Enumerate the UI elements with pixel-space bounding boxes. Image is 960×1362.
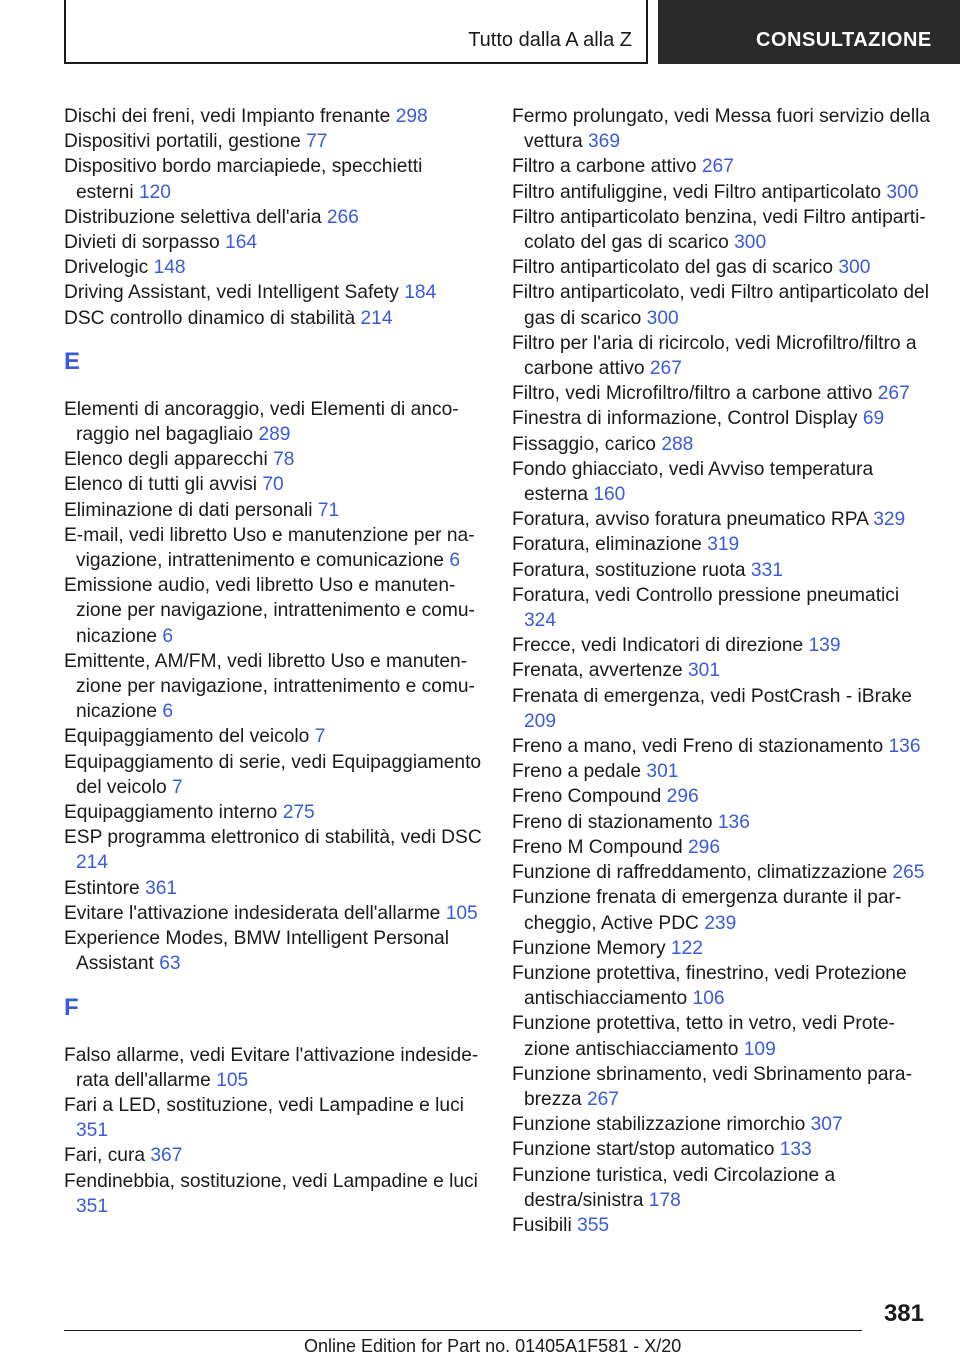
index-entry bbox=[64, 649, 484, 725]
index-entry-text: Freno M Compound bbox=[512, 836, 683, 858]
index-entry-text: Filtro per l'aria di ricircolo, vedi Microfiltro/filtro a carbone attivo bbox=[512, 332, 917, 380]
index-entry-text: Freno Compound bbox=[512, 786, 662, 808]
index-entry bbox=[512, 810, 932, 835]
index-page-link[interactable]: 133 bbox=[779, 1139, 812, 1161]
index-entry bbox=[64, 104, 484, 129]
index-page-link[interactable]: 184 bbox=[404, 282, 437, 304]
index-entry bbox=[64, 1143, 484, 1168]
index-entry bbox=[512, 507, 932, 532]
index-page-link[interactable]: 329 bbox=[873, 509, 906, 531]
index-entry-text: Dispositivo bordo marciapiede, specchietti esterni bbox=[64, 156, 423, 203]
index-entry bbox=[512, 532, 932, 557]
index-entry-text: Foratura, vedi Controllo pressione pneumatici bbox=[512, 584, 900, 606]
index-entry bbox=[512, 558, 932, 583]
index-entry bbox=[512, 1213, 932, 1238]
index-page-link[interactable]: 301 bbox=[646, 761, 679, 783]
index-entry bbox=[64, 901, 484, 926]
index-page-link[interactable]: 71 bbox=[317, 499, 340, 521]
index-page-link[interactable]: 355 bbox=[577, 1214, 610, 1236]
index-entry bbox=[512, 331, 932, 381]
index-page-link[interactable]: 267 bbox=[701, 156, 734, 178]
index-entry-text: Finestra di informazione, Control Display bbox=[512, 408, 858, 430]
index-entry-text: Experience Modes, BMW Intelligent Personal Assistant bbox=[64, 928, 449, 975]
index-page-link[interactable]: 6 bbox=[162, 701, 174, 723]
index-page-link[interactable]: 136 bbox=[888, 736, 921, 758]
index-entry-text: Divieti di sorpasso bbox=[64, 232, 220, 254]
index-letter-heading: E bbox=[64, 347, 81, 375]
index-page-link[interactable]: 106 bbox=[692, 988, 725, 1010]
index-page-link[interactable]: 214 bbox=[360, 307, 393, 329]
index-page-link[interactable]: 77 bbox=[306, 131, 328, 153]
index-page-link[interactable]: 63 bbox=[159, 953, 181, 975]
index-entry-text: Elenco di tutti gli avvisi bbox=[64, 474, 258, 496]
index-page-link[interactable]: 324 bbox=[524, 610, 557, 632]
index-entry bbox=[512, 432, 932, 457]
index-entry bbox=[64, 523, 484, 573]
index-page-link[interactable]: 267 bbox=[877, 383, 910, 405]
index-entry bbox=[64, 1043, 484, 1093]
index-entry-text: Funzione di raffreddamento, climatizzazione bbox=[512, 862, 888, 884]
index-entry bbox=[64, 876, 484, 901]
index-entry-text: Foratura, avviso foratura pneumatico RPA bbox=[512, 509, 868, 531]
index-page-link[interactable]: 275 bbox=[282, 802, 315, 824]
index-entry bbox=[512, 1011, 932, 1061]
index-page-link[interactable]: 301 bbox=[688, 660, 721, 682]
index-entry bbox=[512, 104, 932, 154]
index-entry-text: Freno a mano, vedi Freno di stazionamento bbox=[512, 736, 884, 758]
index-entry-text: Distribuzione selettiva dell'aria bbox=[64, 206, 322, 228]
index-page-link[interactable]: 105 bbox=[216, 1069, 249, 1091]
index-entry-text: Funzione frenata di emergenza durante il parcheggio, Active PDC bbox=[512, 887, 902, 934]
index-page-link[interactable]: 136 bbox=[717, 811, 750, 833]
index-entry-text: Dispositivi portatili, gestione bbox=[64, 131, 301, 153]
index-page-link[interactable]: 139 bbox=[808, 635, 841, 657]
index-page-link[interactable]: 307 bbox=[810, 1114, 843, 1136]
index-page-link[interactable]: 351 bbox=[76, 1195, 109, 1217]
index-entry bbox=[512, 1163, 932, 1213]
index-entry-text: Funzione turistica, vedi Circolazione a destra/sinistra bbox=[512, 1164, 836, 1211]
index-entry-text: Driving Assistant, vedi Intelligent Safety bbox=[64, 282, 399, 304]
index-page-link[interactable]: 105 bbox=[445, 902, 478, 924]
index-entry bbox=[512, 936, 932, 961]
index-entry-text: Eliminazione di dati personali bbox=[64, 499, 313, 521]
section-tab bbox=[658, 0, 960, 64]
index-page-link[interactable]: 367 bbox=[150, 1145, 183, 1167]
index-entry-text: Emittente, AM/FM, vedi libretto Uso e manutenzione per navigazione, intrattenimento e comunicazione bbox=[64, 650, 475, 723]
index-entry-text: Fissaggio, carico bbox=[512, 433, 656, 455]
index-entry-text: Funzione protettiva, finestrino, vedi Protezione antischiacciamento bbox=[512, 962, 907, 1010]
index-entry-text: Funzione Memory bbox=[512, 937, 666, 959]
index-entry bbox=[512, 180, 932, 205]
index-page-link[interactable]: 369 bbox=[588, 131, 621, 153]
index-page-link[interactable]: 288 bbox=[661, 433, 694, 455]
index-entry-text: Fari, cura bbox=[64, 1145, 146, 1167]
index-entry-text: Elenco degli apparecchi bbox=[64, 449, 268, 471]
index-entry bbox=[512, 1062, 932, 1112]
index-entry-text: Fermo prolungato, vedi Messa fuori servizio della vettura bbox=[512, 106, 931, 153]
index-entry bbox=[512, 406, 932, 431]
index-page-link[interactable]: 296 bbox=[666, 786, 699, 808]
index-entry bbox=[512, 280, 932, 330]
index-entry bbox=[512, 1112, 932, 1137]
index-entry bbox=[512, 154, 932, 179]
index-entry-text: Funzione stabilizzazione rimorchio bbox=[512, 1114, 806, 1136]
section-label: CONSULTAZIONE bbox=[756, 29, 932, 51]
index-page-link[interactable]: 120 bbox=[138, 181, 171, 203]
index-entry bbox=[64, 154, 484, 204]
index-entry bbox=[512, 835, 932, 860]
index-page-link[interactable]: 69 bbox=[862, 408, 885, 430]
index-entry-text: Frenata, avvertenze bbox=[512, 660, 683, 682]
index-page-link[interactable]: 164 bbox=[225, 232, 258, 254]
index-page-link[interactable]: 6 bbox=[449, 550, 460, 572]
index-page-link[interactable]: 122 bbox=[670, 937, 703, 959]
header-title-box bbox=[64, 0, 648, 64]
index-entry-text: Freno a pedale bbox=[512, 761, 642, 783]
index-entry bbox=[64, 724, 484, 749]
index-page-link[interactable]: 267 bbox=[649, 358, 682, 380]
index-entry-text: Filtro a carbone attivo bbox=[512, 156, 697, 178]
index-page-link[interactable]: 300 bbox=[734, 232, 767, 254]
index-page-link[interactable]: 70 bbox=[262, 474, 284, 496]
index-entry-text: Foratura, sostituzione ruota bbox=[512, 559, 746, 581]
index-entry-text: Fondo ghiacciato, vedi Avviso temperatura esterna bbox=[512, 458, 874, 506]
index-page-link[interactable]: 160 bbox=[593, 484, 626, 506]
index-page-link[interactable]: 6 bbox=[162, 625, 174, 647]
index-entry-text: ESP programma elettronico di stabilità, vedi DSC bbox=[64, 827, 482, 849]
index-page-link[interactable]: 267 bbox=[586, 1088, 619, 1110]
index-entry-text: Equipaggiamento interno bbox=[64, 802, 278, 824]
index-page-link[interactable]: 7 bbox=[172, 776, 183, 798]
index-page-link[interactable]: 78 bbox=[273, 449, 295, 471]
index-entry bbox=[512, 734, 932, 759]
index-entry-text: Fusibili bbox=[512, 1214, 572, 1236]
index-entry bbox=[512, 255, 932, 280]
index-entry bbox=[64, 397, 484, 447]
index-entry-text: Funzione sbrinamento, vedi Sbrinamento parabrezza bbox=[512, 1063, 912, 1110]
index-page-link[interactable]: 7 bbox=[314, 726, 326, 748]
index-entry bbox=[64, 750, 484, 800]
index-entry bbox=[64, 447, 484, 472]
index-page-link[interactable]: 209 bbox=[524, 710, 557, 732]
index-entry-text: Filtro antiparticolato, vedi Filtro antiparticolato del gas di scarico bbox=[512, 282, 929, 329]
index-page-link[interactable]: 265 bbox=[892, 862, 925, 884]
index-entry-text: DSC controllo dinamico di stabilità bbox=[64, 307, 356, 329]
index-entry-text: Drivelogic bbox=[64, 257, 149, 279]
index-entry bbox=[64, 825, 484, 875]
index-entry-text: Dischi dei freni, vedi Impianto frenante bbox=[64, 106, 391, 127]
index-page-link[interactable]: 214 bbox=[76, 852, 109, 874]
index-entry-text: Fendinebbia, sostituzione, vedi Lampadine e luci bbox=[64, 1170, 478, 1192]
index-entry bbox=[64, 1093, 484, 1143]
index-entry bbox=[512, 961, 932, 1011]
index-page-link[interactable]: 361 bbox=[145, 877, 178, 899]
index-page-link[interactable]: 300 bbox=[646, 307, 679, 329]
index-entry bbox=[64, 800, 484, 825]
index-entry bbox=[512, 658, 932, 683]
index-entry bbox=[64, 255, 484, 280]
index-page-link[interactable]: 289 bbox=[258, 424, 291, 446]
index-entry-text: Emissione audio, vedi libretto Uso e manutenzione per navigazione, intrattenimento e comunicazione bbox=[64, 575, 475, 647]
index-page-link[interactable]: 300 bbox=[838, 257, 871, 279]
index-entry-text: Fari a LED, sostituzione, vedi Lampadine e luci bbox=[64, 1094, 464, 1116]
index-entry-text: Freno di stazionamento bbox=[512, 811, 713, 833]
index-entry-text: Frecce, vedi Indicatori di direzione bbox=[512, 635, 804, 657]
index-entry bbox=[64, 573, 484, 649]
index-entry-text: Falso allarme, vedi Evitare l'attivazione indesiderata dell'allarme bbox=[64, 1044, 479, 1091]
index-entry bbox=[64, 1169, 484, 1219]
index-entry-text: Filtro antiparticolato benzina, vedi Filtro antiparticolato del gas di scarico bbox=[512, 206, 926, 254]
index-entry-text: E-mail, vedi libretto Uso e manutenzione per navigazione, intrattenimento e comunicazione bbox=[64, 524, 475, 572]
index-entry bbox=[64, 498, 484, 523]
index-entry-text: Estintore bbox=[64, 877, 140, 899]
index-entry-text: Funzione protettiva, tetto in vetro, vedi Protezione antischiacciamento bbox=[512, 1013, 895, 1060]
index-entry-text: Equipaggiamento del veicolo bbox=[64, 726, 310, 748]
index-page-link[interactable]: 239 bbox=[704, 912, 737, 934]
footer-divider bbox=[64, 1330, 862, 1331]
index-page-link[interactable]: 178 bbox=[648, 1189, 681, 1211]
index-entry bbox=[64, 926, 484, 976]
index-entry bbox=[512, 784, 932, 809]
header-title: Tutto dalla A alla Z bbox=[468, 29, 632, 51]
index-page-link[interactable]: 266 bbox=[326, 206, 359, 228]
index-entry bbox=[64, 205, 484, 230]
index-entry bbox=[512, 633, 932, 658]
index-page-link[interactable]: 148 bbox=[153, 257, 186, 279]
index-entry bbox=[512, 860, 932, 885]
index-page-link[interactable]: 298 bbox=[395, 106, 428, 127]
index-page-link[interactable]: 351 bbox=[76, 1120, 109, 1142]
index-entry bbox=[64, 472, 484, 497]
index-page-link[interactable]: 331 bbox=[750, 559, 783, 581]
index-entry-text: Elementi di ancoraggio, vedi Elementi di ancoraggio nel bagagliaio bbox=[64, 398, 459, 446]
index-entry-text: Frenata di emergenza, vedi PostCrash - iBrake bbox=[512, 685, 912, 707]
index-page-link[interactable]: 319 bbox=[707, 534, 740, 556]
index-entry-text: Filtro antifuliggine, vedi Filtro antiparticolato bbox=[512, 181, 882, 203]
index-letter-heading: F bbox=[64, 993, 79, 1021]
index-column-left bbox=[64, 104, 484, 1219]
index-entry bbox=[512, 1137, 932, 1162]
index-entry bbox=[512, 684, 932, 734]
index-page-link[interactable]: 300 bbox=[886, 181, 919, 203]
index-entry bbox=[64, 230, 484, 255]
footer-edition: Online Edition for Part no. 01405A1F581 - X/20 bbox=[304, 1336, 682, 1356]
index-entry-text: Evitare l'attivazione indesiderata dell'allarme bbox=[64, 902, 441, 924]
index-entry bbox=[64, 306, 484, 331]
index-entry bbox=[512, 583, 932, 633]
index-entry-text: Filtro antiparticolato del gas di scarico bbox=[512, 257, 834, 279]
index-entry bbox=[512, 205, 932, 255]
index-entry-text: Foratura, eliminazione bbox=[512, 534, 702, 556]
index-entry bbox=[512, 457, 932, 507]
index-page-link[interactable]: 296 bbox=[687, 836, 720, 858]
index-entry bbox=[512, 759, 932, 784]
index-entry bbox=[512, 381, 932, 406]
index-entry-text: Equipaggiamento di serie, vedi Equipaggiamento del veicolo bbox=[64, 751, 482, 798]
index-column-right bbox=[512, 104, 932, 1238]
index-entry bbox=[64, 280, 484, 305]
index-entry-text: Filtro, vedi Microfiltro/filtro a carbone attivo bbox=[512, 383, 873, 405]
page-number: 381 bbox=[883, 1300, 924, 1327]
index-entry-text: Funzione start/stop automatico bbox=[512, 1139, 775, 1161]
index-page-link[interactable]: 109 bbox=[743, 1038, 776, 1060]
index-entry bbox=[512, 885, 932, 935]
index-entry bbox=[64, 129, 484, 154]
